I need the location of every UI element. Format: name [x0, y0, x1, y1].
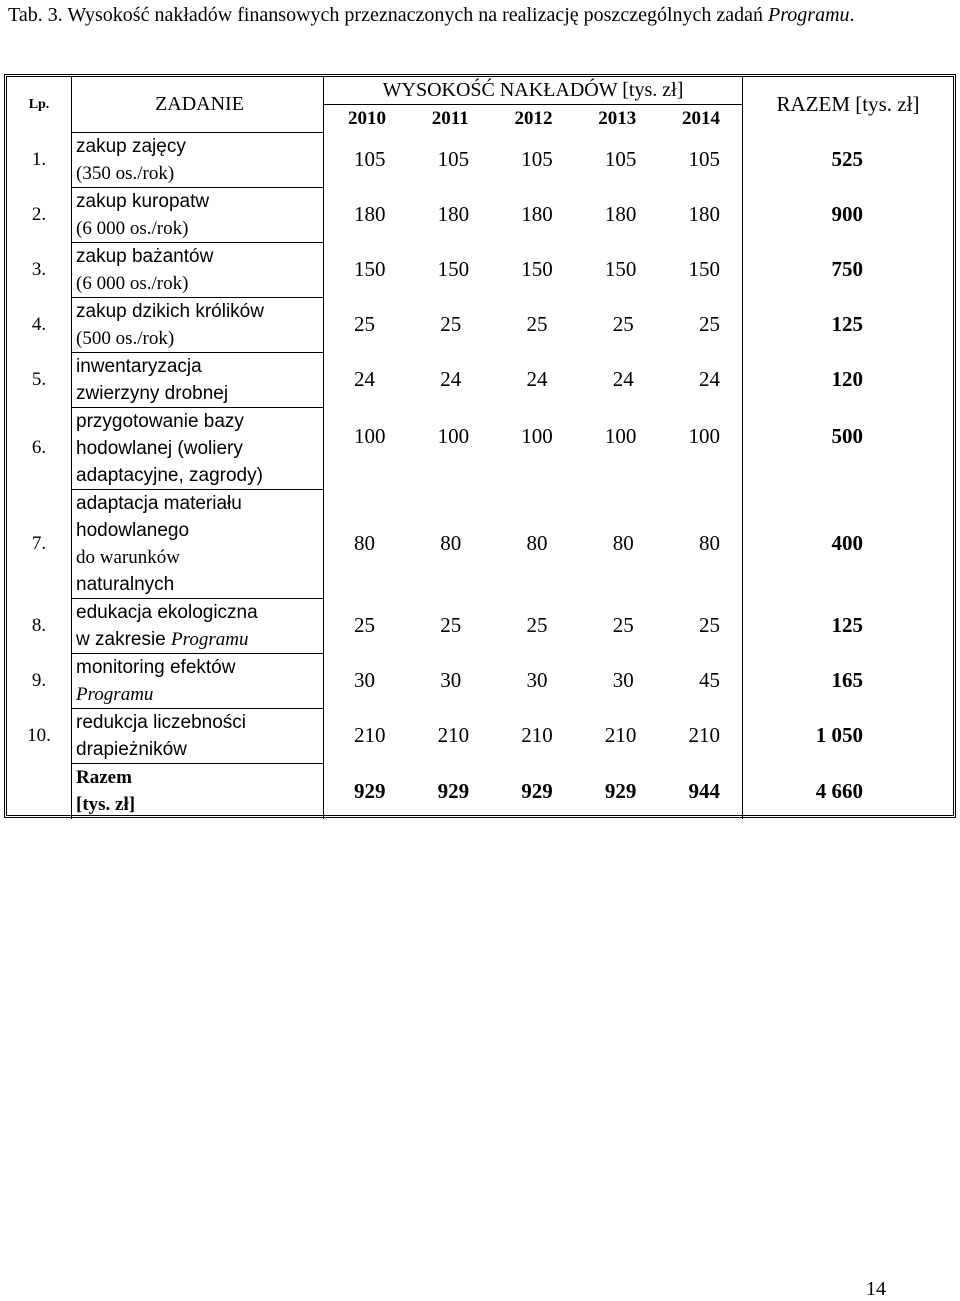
task-line: adaptacyjne, zagrody)	[76, 464, 263, 486]
year-label: 2013	[598, 108, 637, 129]
task-line: hodowlanej (woliery	[76, 437, 243, 459]
value-cell: 210	[354, 723, 386, 747]
row-task	[72, 653, 324, 708]
table-row	[7, 653, 953, 708]
row-lp: 6.	[7, 407, 72, 489]
header-lp: Lp.	[7, 77, 72, 132]
task-line: naturalnych	[76, 573, 175, 595]
value-cell: 150	[604, 257, 637, 281]
table-caption	[8, 0, 948, 30]
task-line: monitoring efektów	[76, 656, 236, 678]
row-values	[324, 598, 743, 653]
task-line: drapieżników	[76, 738, 187, 760]
table-row	[7, 297, 953, 352]
row-lp: 7.	[7, 489, 72, 598]
row-total: 525	[831, 147, 863, 171]
value-cell: 180	[354, 202, 386, 226]
task-line: (6 000 os./rok)	[76, 272, 189, 294]
task-line: zakup kuropatw	[76, 190, 210, 212]
row-task	[72, 297, 324, 352]
task-line: hodowlanego	[76, 519, 190, 541]
row-total: 125	[831, 312, 863, 336]
row-task	[72, 598, 324, 653]
value-cell: 210	[688, 723, 720, 747]
value-cell: 105	[521, 147, 553, 171]
caption-text: Tab. 3. Wysokość nakładów finansowych przeznaczonych na realizację poszczególnych zadań	[8, 4, 769, 26]
task-line	[76, 626, 323, 653]
year-label: 2011	[431, 108, 469, 129]
value-cell: 100	[521, 423, 553, 448]
value-cell: 150	[688, 257, 720, 281]
value-cell: 180	[688, 202, 720, 226]
row-total: 125	[831, 613, 863, 637]
task-line: zakup bażantów	[76, 245, 214, 267]
row-lp: 5.	[7, 352, 72, 407]
sum-label	[72, 763, 324, 819]
value-cell: 105	[688, 147, 720, 171]
header-amounts	[324, 77, 743, 132]
task-line: (500 os./rok)	[76, 327, 175, 349]
row-total: 120	[831, 367, 863, 391]
value-cell: 25	[699, 312, 720, 336]
row-total: 400	[831, 531, 863, 555]
row-lp: 2.	[7, 187, 72, 242]
sum-value-cell: 929	[521, 778, 553, 803]
value-cell: 80	[440, 531, 462, 555]
table-row	[7, 242, 953, 297]
value-cell: 210	[521, 723, 553, 747]
task-line: (6 000 os./rok)	[76, 217, 189, 239]
row-lp: 10.	[7, 708, 72, 763]
value-cell: 24	[699, 367, 720, 391]
caption-suffix: .	[849, 4, 855, 26]
row-lp: 3.	[7, 242, 72, 297]
table-row	[7, 489, 953, 598]
value-cell: 105	[354, 147, 386, 171]
row-task	[72, 708, 324, 763]
value-cell: 25	[612, 312, 634, 336]
value-cell: 100	[688, 423, 720, 448]
value-cell: 150	[437, 257, 470, 281]
value-cell: 25	[699, 613, 720, 637]
value-cell: 100	[437, 423, 470, 448]
task-text-italic: Programu	[171, 628, 249, 650]
table-row	[7, 598, 953, 653]
task-line: inwentaryzacja	[76, 355, 202, 377]
task-line: przygotowanie bazy	[76, 410, 244, 432]
row-values	[324, 489, 743, 598]
value-cell: 25	[526, 613, 548, 637]
row-total: 500	[831, 423, 863, 448]
row-total: 1 050	[815, 723, 863, 747]
task-line: redukcja liczebności	[76, 711, 247, 733]
row-total: 165	[831, 668, 863, 692]
task-line: do warunków	[76, 546, 180, 568]
value-cell: 80	[354, 531, 375, 555]
value-cell: 24	[612, 367, 634, 391]
value-cell: 80	[699, 531, 720, 555]
row-values	[324, 187, 743, 242]
value-cell: 210	[437, 723, 470, 747]
year-label: 2010	[348, 108, 386, 129]
sum-label-line: Razem	[76, 767, 132, 789]
value-cell: 105	[604, 147, 637, 171]
header-years	[324, 104, 742, 132]
caption-italic: Programu	[768, 4, 850, 26]
task-line: zakup dzikich królików	[76, 300, 264, 322]
data-table	[4, 74, 956, 818]
value-cell: 24	[354, 367, 375, 391]
value-cell: 30	[526, 668, 548, 692]
sum-value-cell: 929	[354, 778, 386, 803]
table-row	[7, 132, 953, 187]
table-row	[7, 407, 953, 489]
header-task: ZADANIE	[72, 77, 324, 132]
year-label: 2014	[681, 108, 720, 129]
value-cell: 150	[521, 257, 553, 281]
row-task	[72, 489, 324, 598]
value-cell: 105	[437, 147, 470, 171]
task-line: Programu	[76, 683, 154, 705]
value-cell: 45	[699, 668, 720, 692]
task-line: (350 os./rok)	[76, 162, 175, 184]
row-lp-empty	[7, 763, 72, 819]
task-line: zwierzyny drobnej	[76, 382, 229, 404]
row-total: 900	[831, 202, 863, 226]
row-lp: 4.	[7, 297, 72, 352]
row-task	[72, 132, 324, 187]
row-task	[72, 352, 324, 407]
sum-total: 4 660	[815, 778, 863, 803]
row-lp: 8.	[7, 598, 72, 653]
task-line: zakup zajęcy	[76, 135, 186, 157]
row-values	[324, 708, 743, 763]
value-cell: 210	[604, 723, 637, 747]
sum-value-cell: 929	[437, 778, 470, 803]
sum-values	[324, 763, 743, 819]
row-task	[72, 187, 324, 242]
row-lp: 9.	[7, 653, 72, 708]
value-cell: 25	[440, 312, 462, 336]
sum-row	[7, 763, 953, 819]
sum-value-cell: 944	[688, 778, 720, 803]
sum-label-line: [tys. zł]	[76, 794, 136, 816]
task-line: adaptacja materiału	[76, 492, 242, 514]
table-row	[7, 187, 953, 242]
row-task	[72, 407, 324, 489]
value-cell: 25	[354, 312, 375, 336]
sum-value-cell: 929	[604, 778, 637, 803]
value-cell: 25	[612, 613, 634, 637]
value-cell: 80	[612, 531, 634, 555]
row-lp: 1.	[7, 132, 72, 187]
value-cell: 180	[604, 202, 637, 226]
year-label: 2012	[514, 108, 553, 129]
header-total: RAZEM [tys. zł]	[776, 92, 920, 116]
value-cell: 100	[604, 423, 637, 448]
row-values	[324, 242, 743, 297]
value-cell: 30	[440, 668, 462, 692]
row-total: 750	[831, 257, 863, 281]
value-cell: 180	[437, 202, 470, 226]
value-cell: 24	[526, 367, 548, 391]
row-values	[324, 352, 743, 407]
value-cell: 25	[440, 613, 462, 637]
header-amounts-label: WYSOKOŚĆ NAKŁADÓW [tys. zł]	[382, 79, 684, 101]
value-cell: 80	[526, 531, 548, 555]
row-task	[72, 242, 324, 297]
task-text: w zakresie	[76, 628, 172, 650]
value-cell: 150	[354, 257, 386, 281]
row-values	[324, 132, 743, 187]
row-values	[324, 297, 743, 352]
value-cell: 30	[612, 668, 634, 692]
row-values	[324, 653, 743, 708]
value-cell: 180	[521, 202, 553, 226]
value-cell: 24	[440, 367, 462, 391]
page-number: 14	[866, 1278, 886, 1300]
row-values	[324, 407, 743, 489]
value-cell: 100	[354, 423, 386, 448]
table-row	[7, 708, 953, 763]
task-line: edukacja ekologiczna	[76, 601, 258, 623]
table-row	[7, 352, 953, 407]
value-cell: 25	[354, 613, 375, 637]
value-cell: 30	[354, 668, 375, 692]
value-cell: 25	[526, 312, 548, 336]
